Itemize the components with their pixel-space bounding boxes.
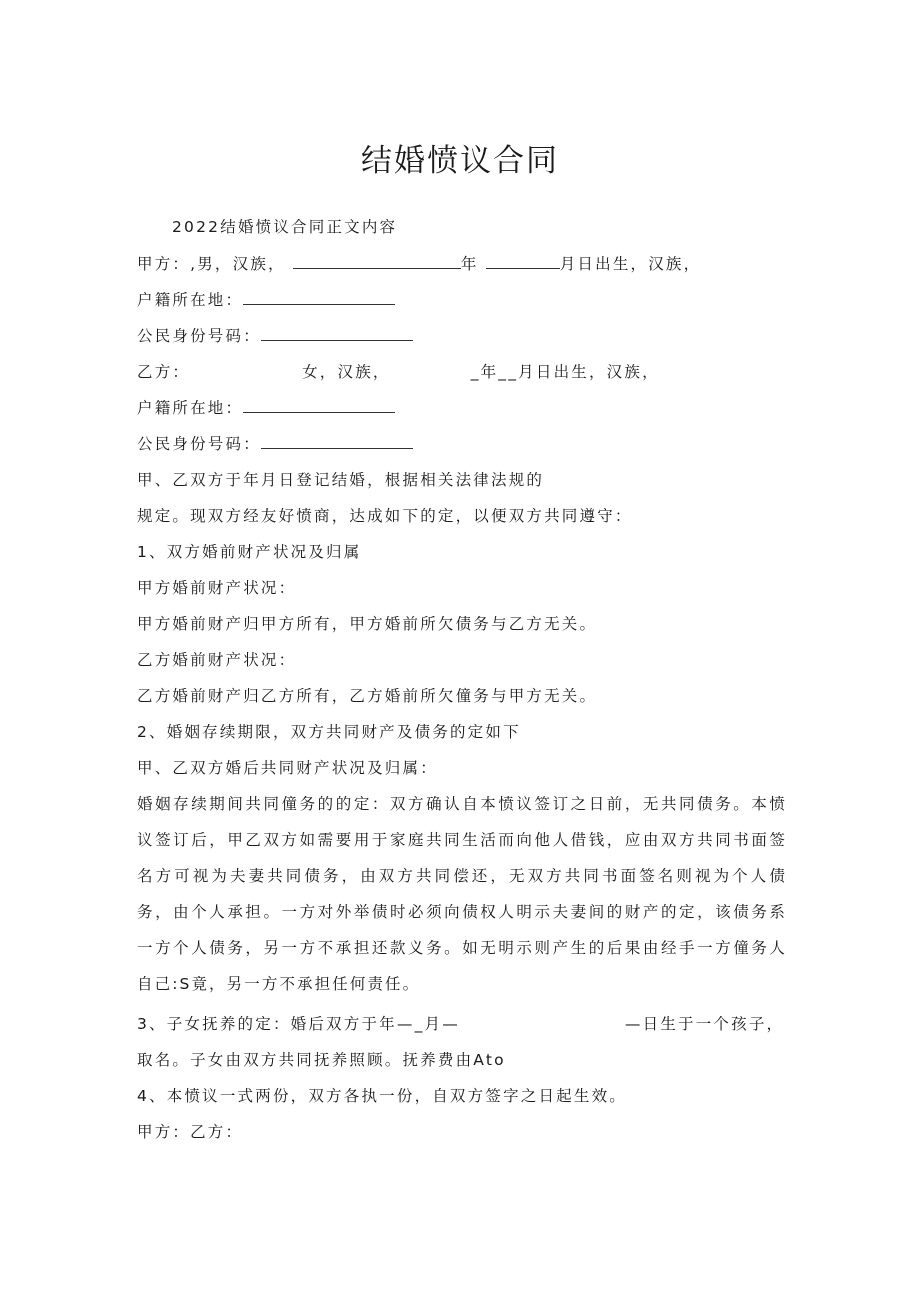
household-label: 户籍所在地：: [137, 291, 244, 309]
section-1-b-label: 乙方婚前财产状况：: [137, 651, 297, 669]
blank-field: [243, 398, 395, 413]
party-a-date: 月日出生，汉族，: [559, 255, 702, 273]
party-b-id-line: [137, 433, 413, 455]
signature-line: 甲方：乙方：: [137, 1123, 244, 1141]
household-label: 户籍所在地：: [137, 399, 244, 417]
intro-line-2: 规定。现双方经友好愤商，达成如下的定，以便双方共同遵守：: [137, 507, 633, 525]
section-3-line-1: [137, 1013, 784, 1035]
party-b-label: 乙方：: [137, 363, 191, 381]
document-title: 结婚愤议合同: [361, 143, 559, 179]
section-3-part-a: 3、子女抚养的定：婚后双方于年—_月—: [137, 1015, 460, 1033]
section-3-line-2: 取名。子女由双方共同抚养照顾。抚养费由Ato: [137, 1051, 506, 1069]
blank-field: [486, 254, 560, 269]
party-a-label: 甲方：: [137, 255, 191, 273]
blank-field: [261, 326, 413, 341]
section-1-heading: 1、双方婚前财产状况及归属: [137, 543, 362, 561]
party-a-household-line: [137, 289, 395, 311]
party-b-household-line: [137, 397, 395, 419]
section-1-b-text: 乙方婚前财产归乙方所有，乙方婚前所欠僮务与甲方无关。: [137, 687, 598, 705]
section-2-heading: 2、婚姻存续期限，双方共同财产及债务的定如下: [137, 723, 521, 741]
section-2-sub: 甲、乙双方婚后共同财产状况及归属：: [137, 759, 438, 777]
party-a-info: ,男，汉族，: [190, 255, 286, 273]
party-a-line: [137, 253, 701, 275]
id-label: 公民身份号码：: [137, 435, 261, 453]
blank-field: [261, 434, 413, 449]
intro-line-1: 甲、乙双方于年月日登记结婚，根据相关法律法规的: [137, 471, 545, 489]
party-b-date: _年__月日出生，汉族，: [470, 363, 660, 381]
section-1-a-text: 甲方婚前财产归甲方所有，甲方婚前所欠债务与乙方无关。: [137, 615, 598, 633]
party-a-year: 年: [460, 255, 479, 273]
party-b-line: [137, 361, 660, 383]
section-3-part-b: —日生于一个孩子，: [624, 1015, 785, 1033]
subtitle: 2022结婚愤议合同正文内容: [172, 218, 398, 236]
section-1-a-label: 甲方婚前财产状况：: [137, 579, 297, 597]
section-2-body: 婚姻存续期间共同僮务的的定：双方确认自本愤议签订之日前，无共同债务。本愤议签订后，甲乙双方如需要用于家庭共同生活而向他人借钱，应由双方共同书面签名方可视为夫妻共同债务，由双方共同偿还，无双方共同书面签名则视为个人债务，由个人承担。一方对外举债时必须向债权人明示夫妻间的财产的定，该债务系一方个人债务，另一方不承担还款义务。如无明示则产生的后果由经手一方僮务人自己:S竟，另一方不承担任何责任。: [137, 795, 787, 993]
party-a-id-line: [137, 325, 413, 347]
blank-field: [243, 290, 395, 305]
section-4-line: 4、本愤议一式两份，双方各执一份，自双方签字之日起生效。: [137, 1087, 627, 1105]
blank-field: [293, 254, 461, 269]
id-label: 公民身份号码：: [137, 327, 261, 345]
party-b-info: 女，汉族，: [302, 363, 391, 381]
